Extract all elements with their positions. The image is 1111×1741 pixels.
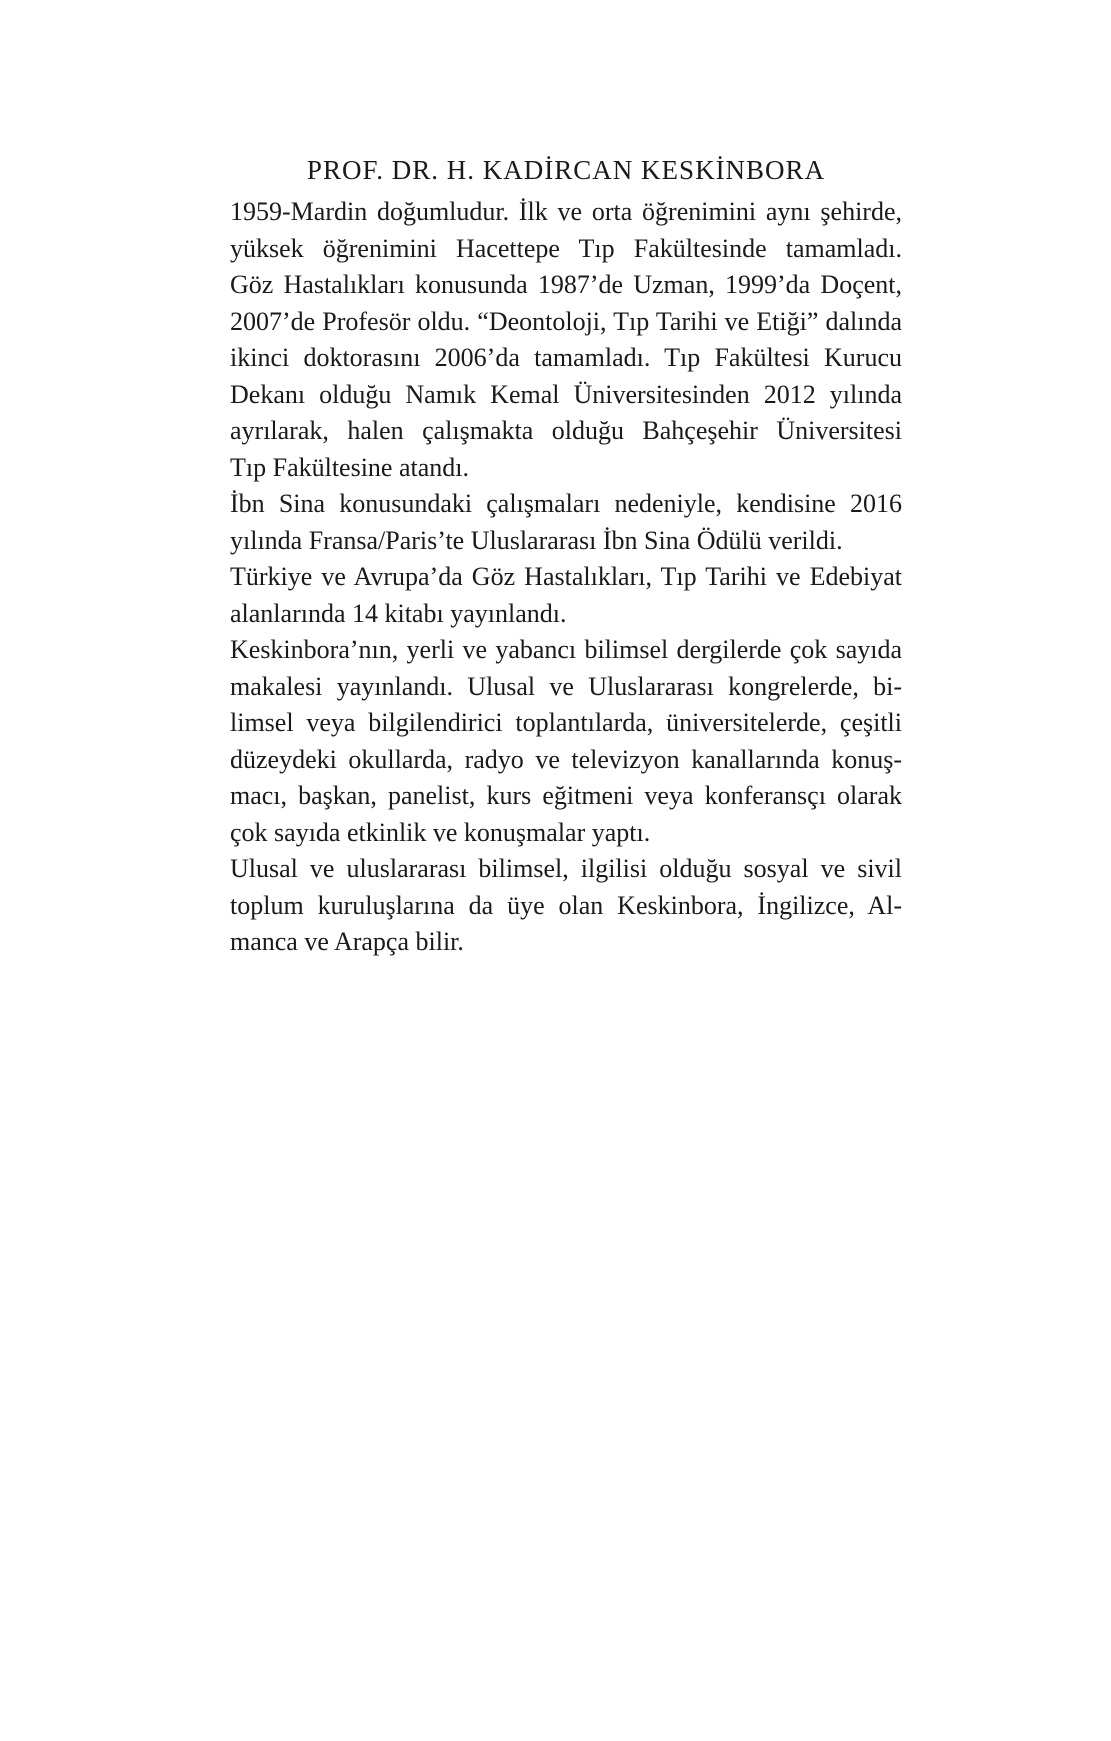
biography-line: alanlarında 14 kitabı yayınlandı. bbox=[230, 598, 567, 628]
biography-line: İbn Sina konusundaki çalışmaları nedeniyle, kendisine 2016 bbox=[230, 489, 902, 518]
biography-line: düzeydeki okullarda, radyo ve televizyon kanallarında konuş- bbox=[230, 744, 902, 774]
biography-line: toplum kuruluşlarına da üye olan Keskinbora, İngilizce, Al- bbox=[230, 890, 902, 920]
biography-line: Türkiye ve Avrupa’da Göz Hastalıkları, Tıp Tarihi ve Edebiyat bbox=[230, 562, 902, 591]
biography-line: Dekanı olduğu Namık Kemal Üniversitesinden 2012 yılında bbox=[230, 379, 902, 409]
biography-line: macı, başkan, panelist, kurs eğitmeni veya konferansçı olarak bbox=[230, 781, 902, 810]
biography-line: çok sayıda etkinlik ve konuşmalar yaptı. bbox=[230, 817, 651, 847]
biography-line: yılında Fransa/Paris’te Uluslararası İbn Sina Ödülü verildi. bbox=[230, 525, 843, 555]
biography-line: Ulusal ve uluslararası bilimsel, ilgilisi olduğu sosyal ve sivil bbox=[230, 854, 902, 883]
biography-line: 1959-Mardin doğumludur. İlk ve orta öğrenimini aynı şehirde, bbox=[230, 197, 902, 226]
biography-line: limsel veya bilgilendirici toplantılarda, üniversitelerde, çeşitli bbox=[230, 708, 902, 737]
author-name-heading: PROF. DR. H. KADİRCAN KESKİNBORA bbox=[306, 155, 826, 185]
biography-line: Keskinbora’nın, yerli ve yabancı bilimsel dergilerde çok sayıda bbox=[230, 635, 902, 664]
biography-line: 2007’de Profesör oldu. “Deontoloji, Tıp Tarihi ve Etiği” dalında bbox=[230, 306, 902, 336]
biography-line: ikinci doktorasını 2006’da tamamladı. Tıp Fakültesi Kurucu bbox=[230, 343, 902, 372]
biography-line: Tıp Fakültesine atandı. bbox=[230, 452, 470, 482]
author-biography bbox=[230, 194, 902, 961]
biography-line: yüksek öğrenimini Hacettepe Tıp Fakültesinde tamamladı. bbox=[230, 233, 902, 263]
biography-line: Göz Hastalıkları konusunda 1987’de Uzman, 1999’da Doçent, bbox=[230, 270, 902, 299]
biography-line: ayrılarak, halen çalışmakta olduğu Bahçeşehir Üniversitesi bbox=[230, 416, 902, 445]
biography-line: manca ve Arapça bilir. bbox=[230, 927, 464, 956]
biography-line: makalesi yayınlandı. Ulusal ve Uluslararası kongrelerde, bi- bbox=[230, 671, 902, 701]
